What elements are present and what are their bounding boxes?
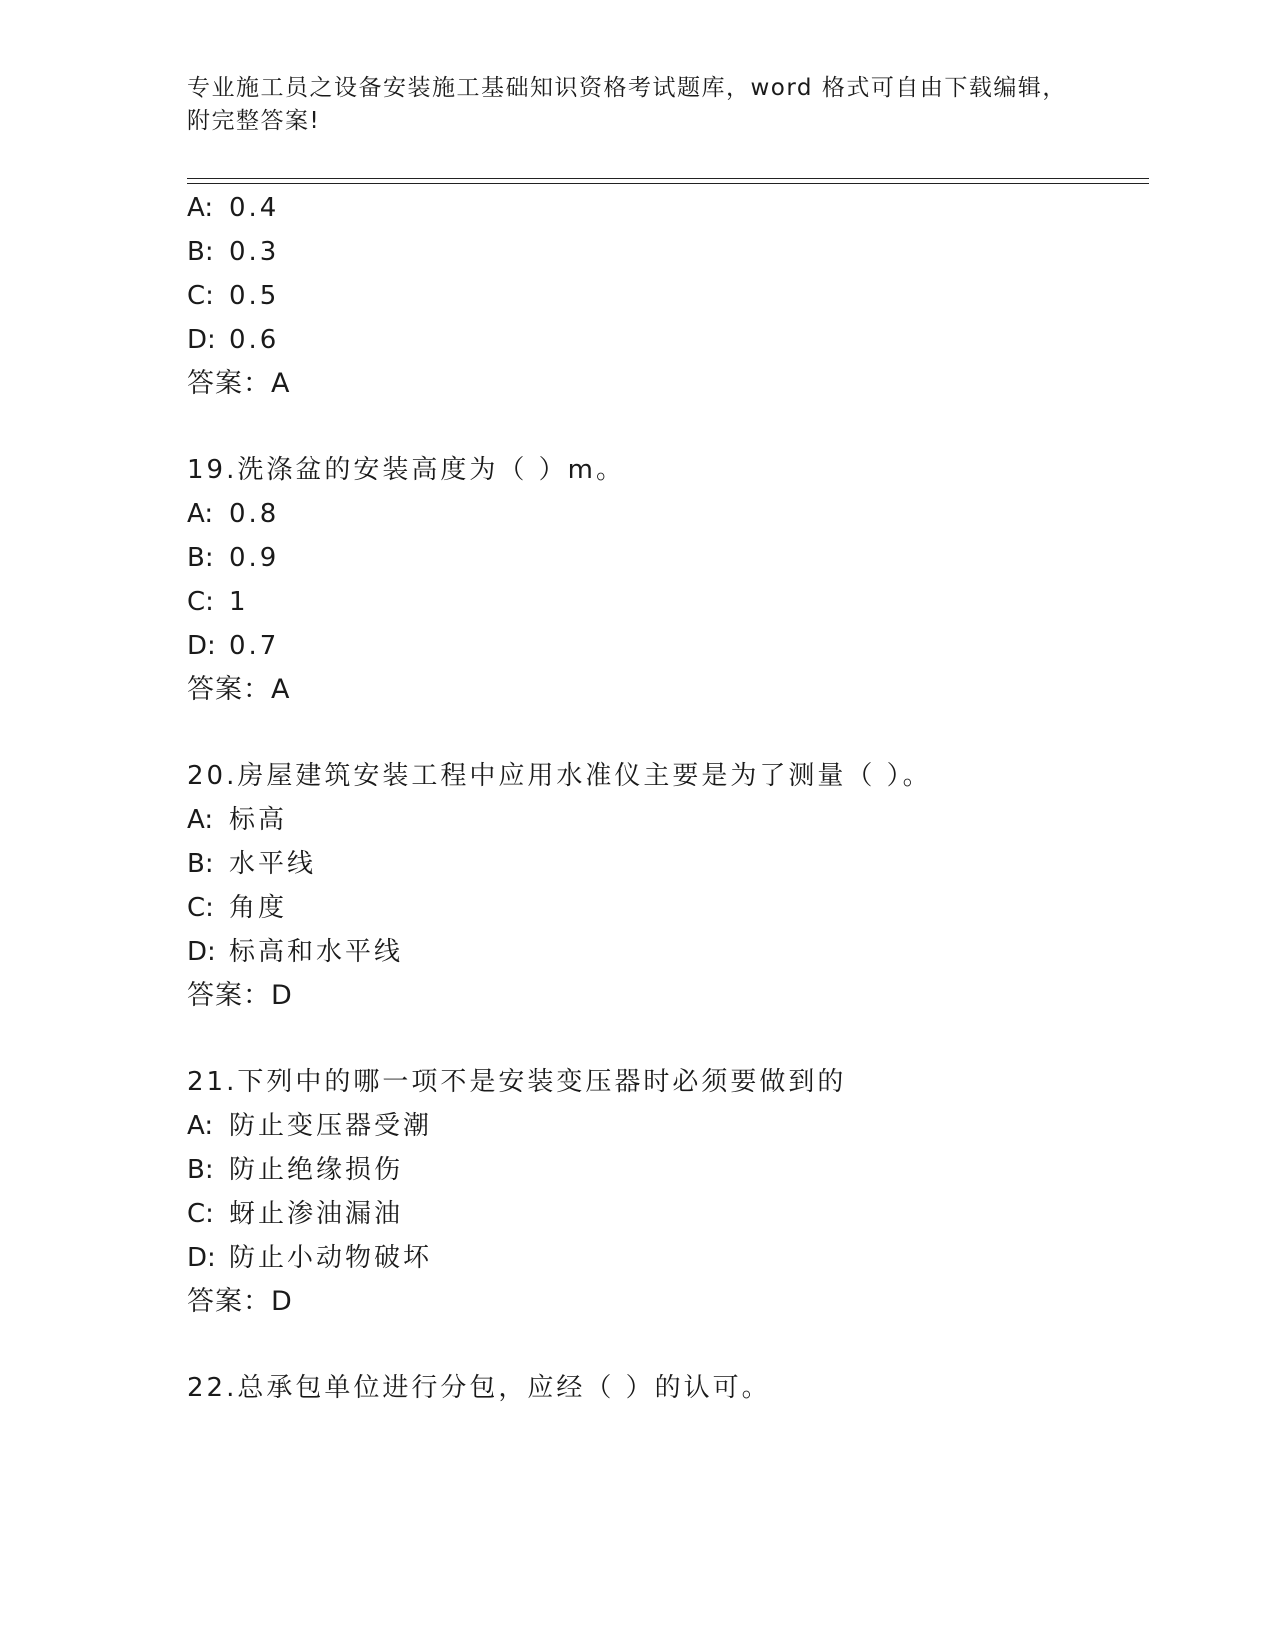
- q18-answer: 答案：A: [187, 368, 291, 399]
- q21-option-b: B: 防止绝缘损伤: [187, 1155, 404, 1185]
- q19-option-a: A: 0.8: [187, 499, 280, 529]
- q19-option-c: C: 1: [187, 587, 249, 617]
- q19-option-b: B: 0.9: [187, 543, 280, 573]
- q18-option-a: A: 0.4: [187, 193, 280, 223]
- q21-option-d: D: 防止小动物破坏: [187, 1243, 433, 1273]
- header-line-1: 专业施工员之设备安装施工基础知识资格考试题库，word 格式可自由下载编辑，: [187, 75, 1067, 101]
- q21-option-c: C: 蚜止渗油漏油: [187, 1199, 404, 1229]
- q18-option-c: C: 0.5: [187, 281, 280, 311]
- q20-option-a: A: 标高: [187, 805, 288, 835]
- document-header: [187, 72, 1087, 138]
- q18-option-b: B: 0.3: [187, 237, 280, 267]
- q22-question: 22.总承包单位进行分包，应经（ ）的认可。: [187, 1373, 771, 1403]
- q21-question: 21.下列中的哪一项不是安装变压器时必须要做到的: [187, 1067, 847, 1097]
- q19-answer: 答案：A: [187, 674, 291, 705]
- q19-question: 19.洗涤盆的安装高度为（ ）m。: [187, 455, 625, 485]
- q21-option-a: A: 防止变压器受潮: [187, 1111, 433, 1141]
- header-line-2: 附完整答案!: [187, 108, 321, 134]
- header-divider-bottom: [187, 183, 1149, 184]
- q20-question: 20.房屋建筑安装工程中应用水准仪主要是为了测量（ ）。: [187, 761, 932, 791]
- q20-option-b: B: 水平线: [187, 849, 317, 879]
- q18-option-d: D: 0.6: [187, 325, 280, 355]
- header-divider-top: [187, 178, 1149, 179]
- q19-option-d: D: 0.7: [187, 631, 280, 661]
- q20-option-d: D: 标高和水平线: [187, 937, 404, 967]
- q20-option-c: C: 角度: [187, 893, 288, 923]
- q21-answer: 答案：D: [187, 1286, 293, 1317]
- q20-answer: 答案：D: [187, 980, 293, 1011]
